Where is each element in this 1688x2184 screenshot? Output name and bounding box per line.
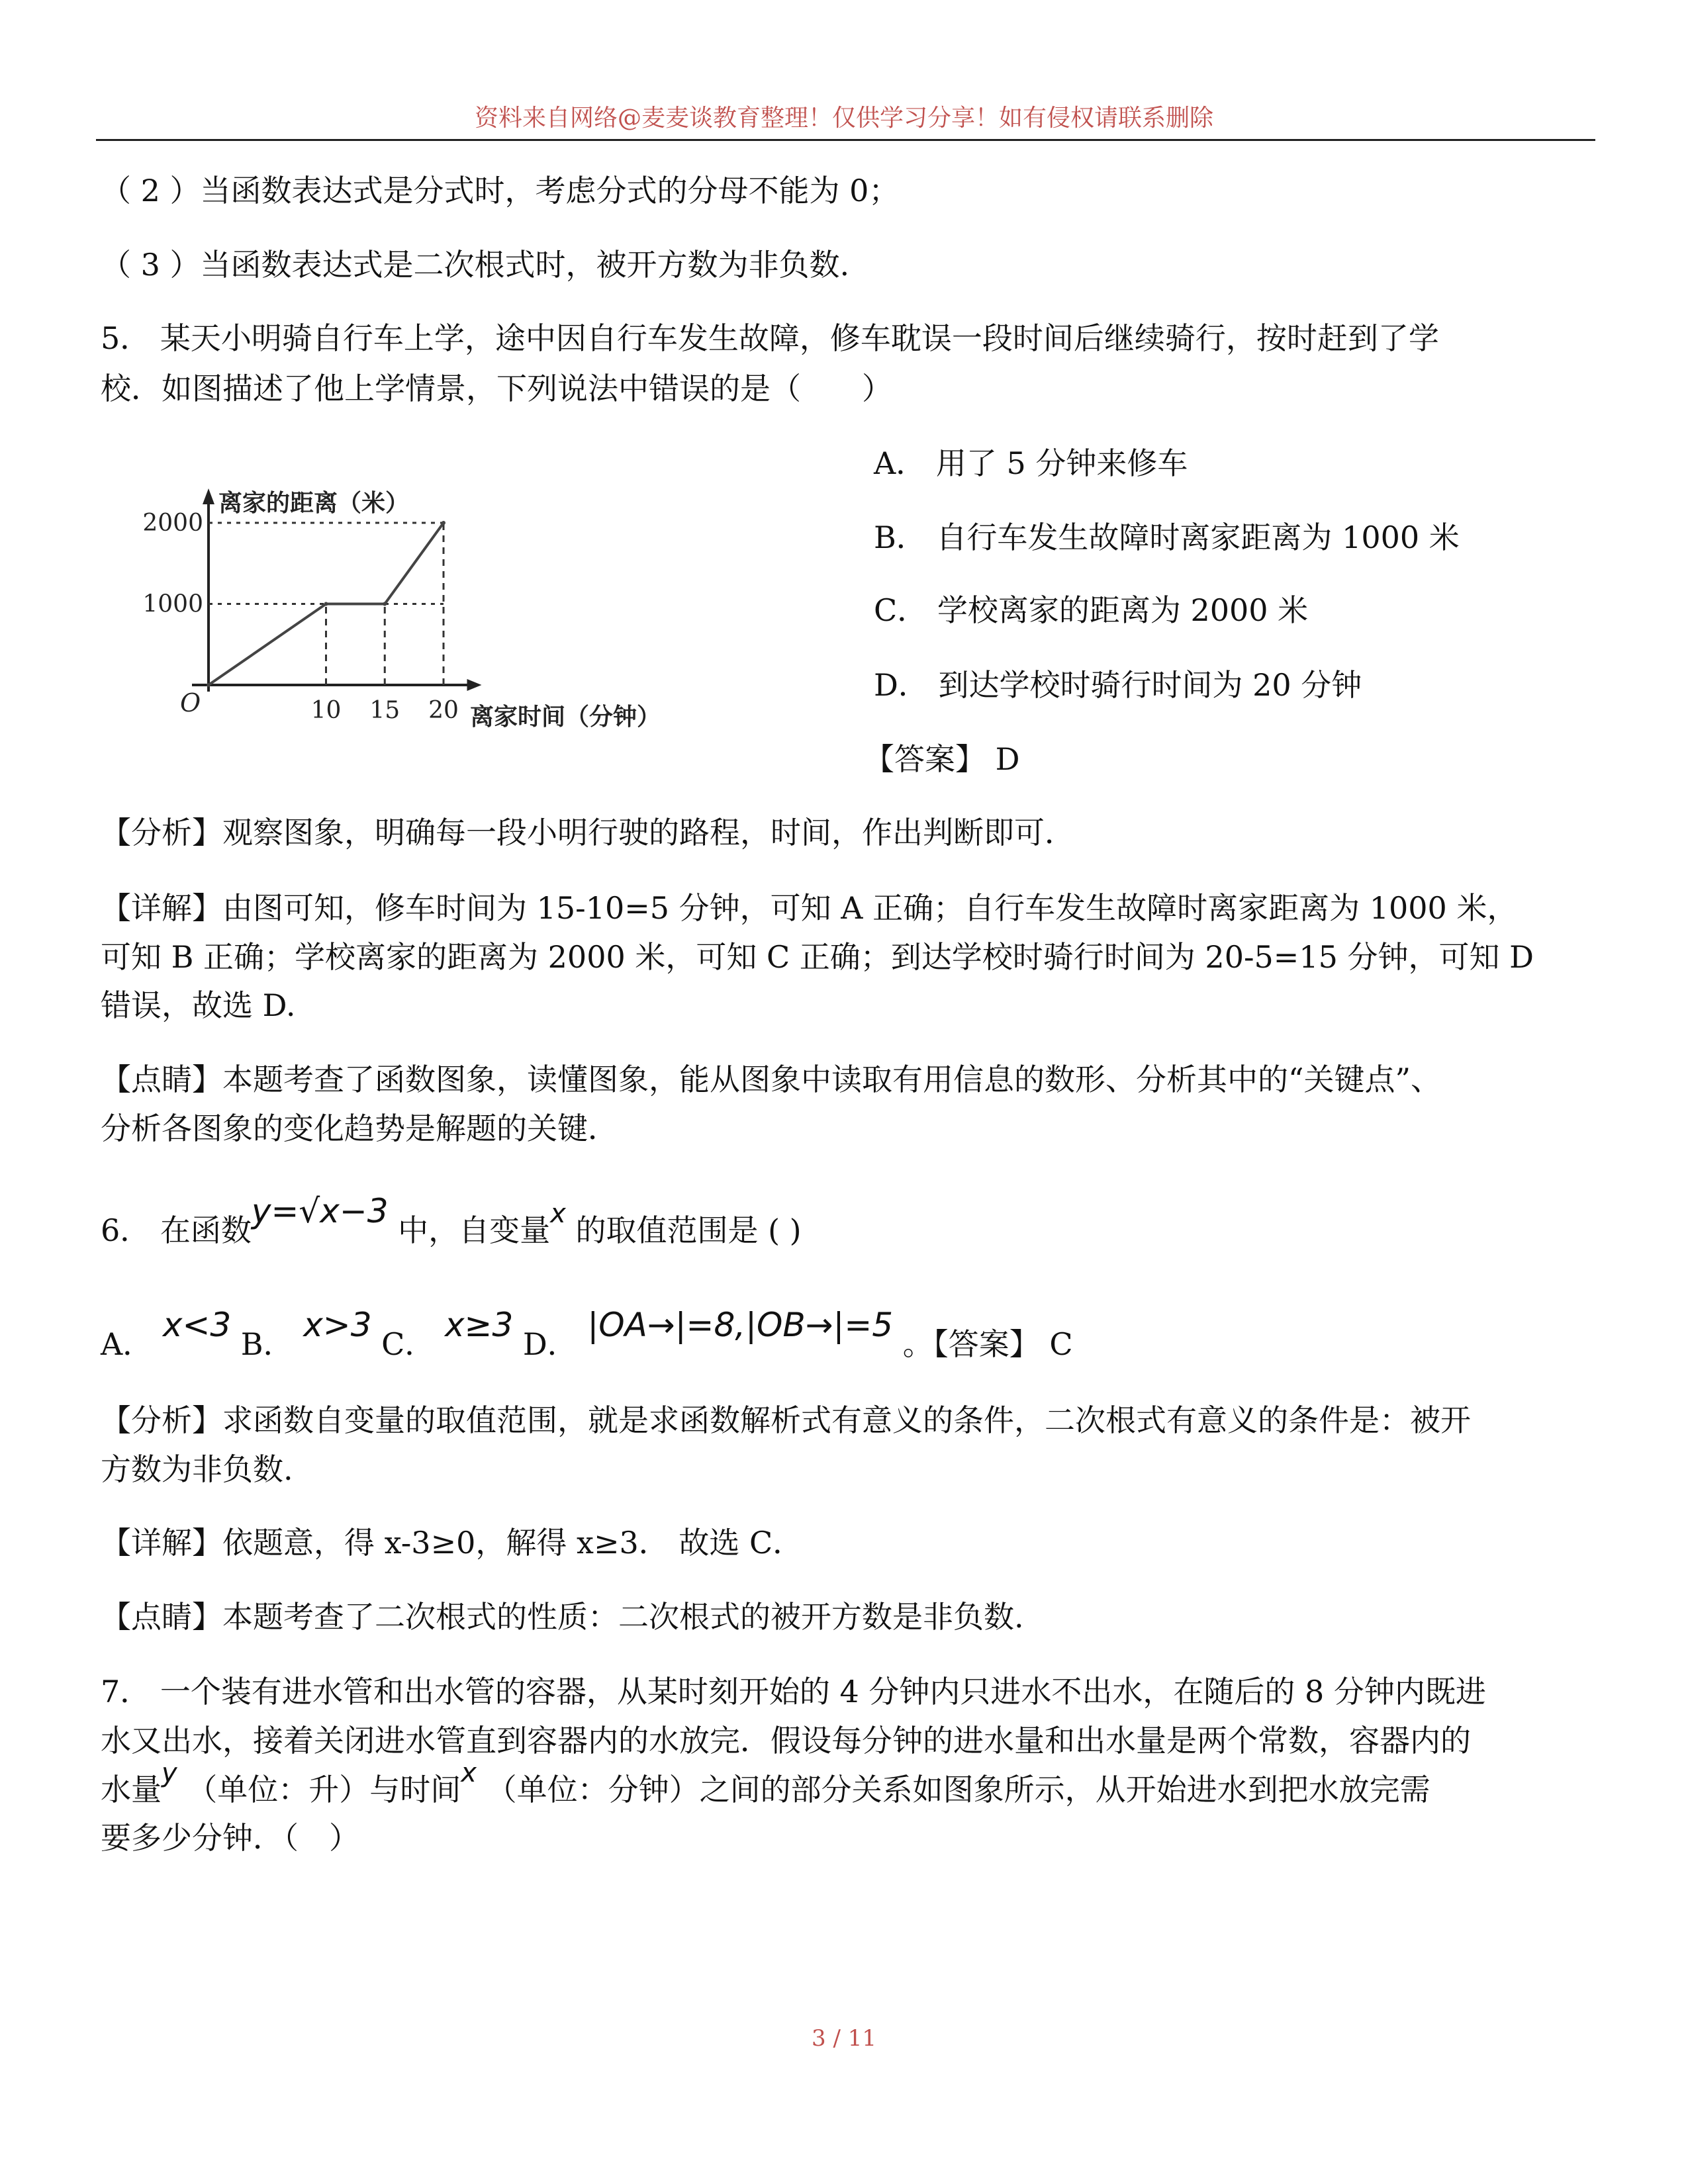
q6-option-a-label: A．	[101, 1326, 154, 1362]
question-5: 5． 某天小明骑自行车上学，途中因自行车发生故障，修车耽误一段时间后继续骑行，按时赶到了学	[101, 320, 1439, 356]
distance-time-chart	[132, 483, 728, 748]
q6-var: x	[550, 1199, 566, 1229]
q7-text: 水量	[101, 1772, 162, 1807]
q5-option-a: A． 用了 5 分钟来修车	[874, 445, 1188, 481]
q6-options	[101, 1306, 1073, 1364]
data-point	[383, 602, 387, 606]
q6-text: 中，自变量	[388, 1212, 551, 1248]
x-axis-arrow	[467, 679, 482, 691]
q5-detail: 【详解】由图可知，修车时间为 15-10=5 分钟，可知 A 正确；自行车发生故障时离家距离为 1000 米，	[101, 890, 1518, 926]
q6-option-a: x<3	[162, 1306, 232, 1344]
q7-var-x: x	[461, 1758, 477, 1788]
y-tick-label: 2000	[142, 510, 203, 537]
q6-text: 6． 在函数	[101, 1212, 252, 1248]
q5-comment: 【点睛】本题考查了函数图象，读懂图象，能从图象中读取有用信息的数形、分析其中的“关键点”、	[101, 1062, 1442, 1097]
text-line: （ 3 ）当函数表达式是二次根式时，被开方数为非负数.	[101, 247, 850, 283]
question-5-cont: 校．如图描述了他上学情景，下列说法中错误的是（ ）	[101, 371, 892, 406]
watermark-header: 资料来自网络@麦麦谈教育整理！仅供学习分享！如有侵权请联系删除	[474, 105, 1213, 132]
x-tick-label: 15	[369, 697, 400, 724]
q5-comment: 分析各图象的变化趋势是解题的关键．	[101, 1111, 618, 1146]
header-rule	[96, 139, 1595, 141]
question-6	[101, 1192, 802, 1252]
q6-option-c-label: C．	[381, 1326, 436, 1362]
x-axis-label: 离家时间（分钟）	[470, 704, 661, 731]
q5-detail: 可知 B 正确；学校离家的距离为 2000 米，可知 C 正确；到达学校时骑行时间为 20-5=15 分钟，可知 D	[101, 939, 1534, 975]
x-tick-label: 20	[428, 697, 459, 724]
q6-detail: 【详解】依题意，得 x-3≥0，解得 x≥3． 故选 C．	[101, 1525, 804, 1561]
y-axis-label: 离家的距离（米）	[218, 490, 410, 517]
origin-label: O	[180, 688, 201, 717]
q6-analysis: 方数为非负数.	[101, 1451, 293, 1487]
y-tick-label: 1000	[142, 590, 203, 618]
q7-text: （单位：分钟）之间的部分关系如图象所示，从开始进水到把水放完需	[476, 1772, 1430, 1807]
q6-option-d: |OA→|=8,|OB→|=5	[587, 1306, 894, 1344]
q6-option-b-label: B．	[240, 1326, 294, 1362]
q6-comment: 【点睛】本题考查了二次根式的性质：二次根式的被开方数是非负数.	[101, 1599, 1024, 1635]
q5-answer: 【答案】 D	[864, 741, 1020, 777]
y-axis-arrow	[203, 488, 214, 504]
q6-option-d-label: D．	[522, 1326, 578, 1362]
question-7: 水又出水，接着关闭进水管直到容器内的水放完．假设每分钟的进水量和出水量是两个常数，容器内的	[101, 1723, 1471, 1758]
q5-option-b: B． 自行车发生故障时离家距离为 1000 米	[874, 520, 1460, 555]
page-number: 3 / 11	[812, 2025, 876, 2052]
q5-analysis: 【分析】观察图象，明确每一段小明行驶的路程，时间，作出判断即可．	[101, 815, 1075, 850]
q7-var-y: y	[162, 1758, 177, 1788]
question-7: 7． 一个装有进水管和出水管的容器，从某时刻开始的 4 分钟内只进水不出水，在随后的 8 分钟内既进	[101, 1674, 1486, 1709]
data-point	[207, 683, 211, 687]
q6-text: 的取值范围是 ( )	[565, 1212, 802, 1248]
text-line: （ 2 ）当函数表达式是分式时，考虑分式的分母不能为 0；	[101, 173, 900, 208]
q6-answer: 。【答案】 C	[902, 1326, 1073, 1362]
x-tick-label: 10	[310, 697, 342, 724]
q6-option-c: x≥3	[444, 1306, 514, 1344]
q6-formula: y=√x−3	[251, 1192, 389, 1230]
data-point	[442, 521, 445, 525]
question-7: 要多少分钟．（ ）	[101, 1820, 359, 1856]
q5-option-d: D． 到达学校时骑行时间为 20 分钟	[874, 667, 1362, 703]
q5-option-c: C． 学校离家的距离为 2000 米	[874, 592, 1309, 628]
q6-option-b: x>3	[303, 1306, 372, 1344]
q5-detail: 错误，故选 D.	[101, 987, 296, 1023]
q6-analysis: 【分析】求函数自变量的取值范围，就是求函数解析式有意义的条件，二次根式有意义的条件是：被开	[101, 1402, 1471, 1438]
q7-text: （单位：升）与时间	[177, 1772, 461, 1807]
question-7	[101, 1758, 1430, 1811]
data-point	[324, 602, 328, 606]
